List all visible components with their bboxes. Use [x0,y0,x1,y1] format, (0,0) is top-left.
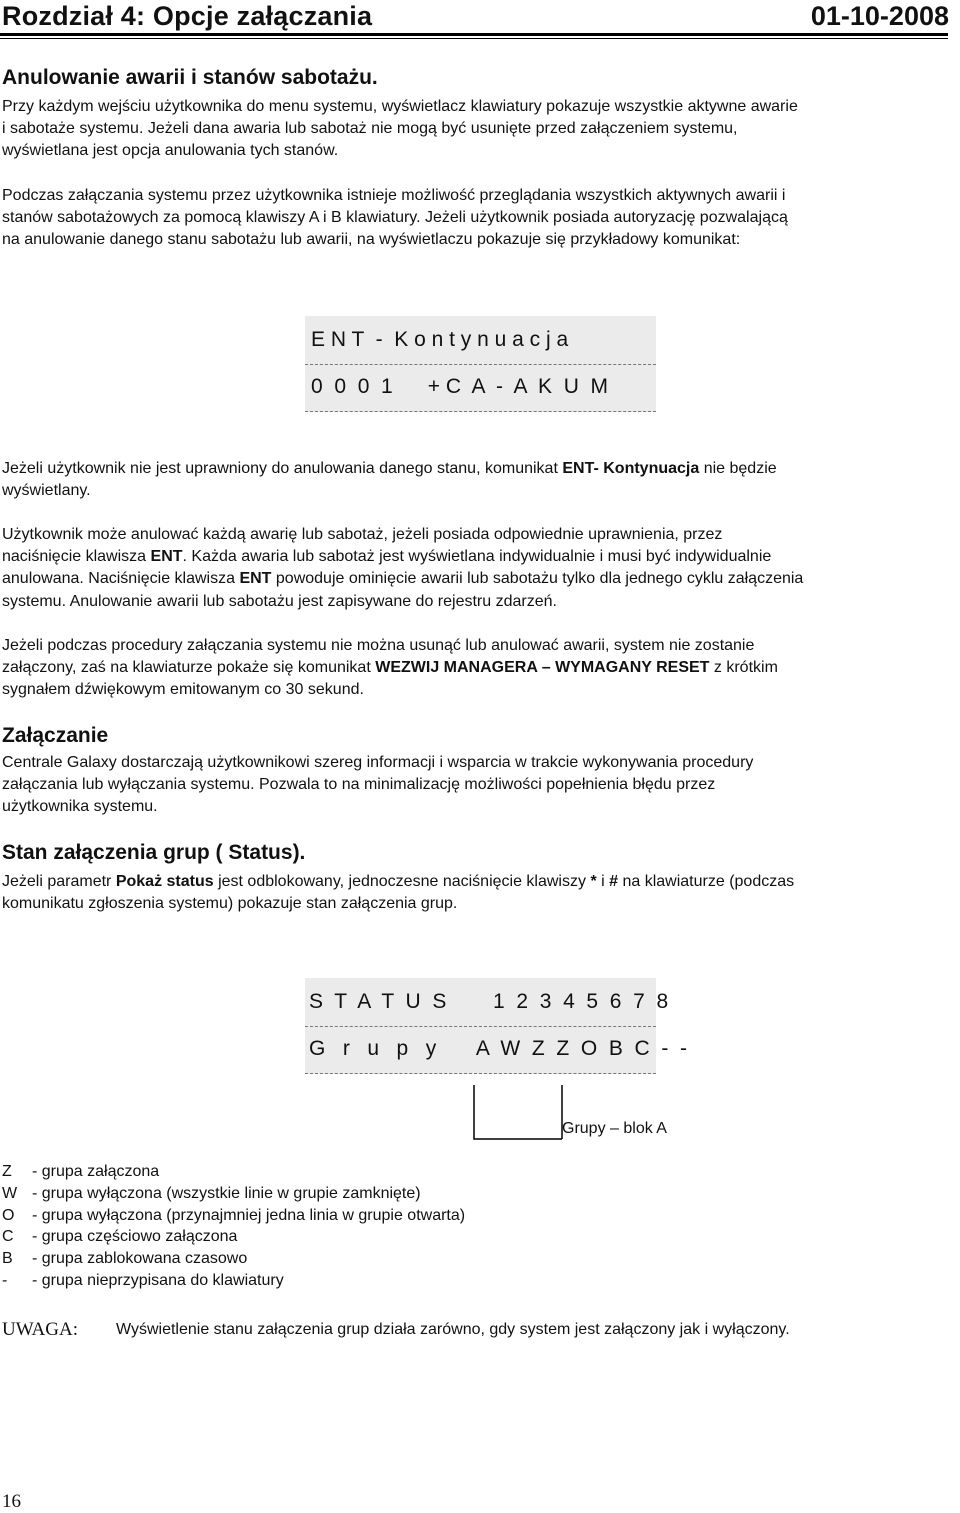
paragraph-line: Centrale Galaxy dostarczają użytkownikowi szereg informacji i wsparcia w trakcie wykonywania procedury [2,754,754,771]
star-key-label: * [590,873,597,890]
legend-description: - grupa nieprzypisana do klawiatury [32,1272,284,1289]
legend-item [2,1183,421,1205]
paragraph-browse-faults [2,185,947,252]
show-status-label: Pokaż status [115,873,214,890]
paragraph-user-can-cancel [2,524,947,613]
legend-item [2,1205,465,1227]
paragraph-line: komunikatu zgłoszenia systemu) pokazuje stan załączenia grup. [2,895,458,913]
text-span: z krótkim [709,659,778,677]
paragraph-line: użytkownika systemu. [2,798,158,816]
text-span: . Każda awaria lub sabotaż jest wyświetlana indywidualnie i musi być indywidualnie [182,548,772,566]
section-heading-arming: Załączanie [2,724,109,747]
display-row-2: 0 0 0 1 + C A - A K U M [311,375,609,398]
section-heading-cancel-faults: Anulowanie awarii i stanów sabotażu. [2,66,378,89]
group-block-label: Grupy – blok A [562,1120,667,1137]
paragraph-group-status [2,871,947,915]
hash-key-label: # [609,873,619,890]
legend-item [2,1248,247,1270]
text-span: i [596,873,610,890]
keypad-display-status [305,978,688,1074]
display-row-2: G r u p y A W Z Z O B C - - [309,1037,688,1060]
legend-item [2,1270,284,1292]
legend-key: Z [2,1163,12,1180]
legend-description: - grupa załączona [32,1163,160,1180]
legend-key: - [2,1272,8,1289]
paragraph-line: wyświetlana jest opcja anulowania tych stanów. [2,142,339,160]
text-span: naciśnięcie klawisza [2,548,151,566]
display-row-divider [305,411,656,412]
legend-description: - grupa zablokowana czasowo [32,1250,248,1268]
paragraph-line: na anulowanie danego stanu sabotażu lub awarii, na wyświetlaczu pokazuje się przykładowy komunikat: [2,231,741,249]
paragraph-line: wyświetlany. [2,482,91,500]
ent-key-label: ENT [239,570,272,588]
legend-item [2,1161,159,1183]
paragraph-reset-required [2,635,947,702]
text-span: Jeżeli użytkownik nie jest uprawniony do anulowania danego stanu, komunikat [2,460,563,477]
legend-key: O [2,1206,15,1224]
paragraph-intro [2,96,947,163]
display-row-divider [305,1026,656,1027]
text-span: jest odblokowany, jednoczesne naciśnięcie klawiszy [213,873,591,890]
paragraph-line: systemu. Anulowanie awarii lub sabotażu jest zapisywane do rejestru zdarzeń. [2,592,557,610]
paragraph-line: Użytkownik może anulować każdą awarię lub sabotaż, jeżeli posiada odpowiednie uprawnienia, przez [2,526,723,543]
note-text: Wyświetlenie stanu załączenia grup działa zarówno, gdy system jest załączony jak i wyłączony. [116,1321,790,1338]
paragraph-line [2,871,947,893]
group-block-bracket [460,1085,570,1143]
legend-description: - grupa częściowo załączona [32,1228,238,1246]
text-span: Jeżeli parametr [2,873,116,890]
text-span: na klawiaturze (podczas [618,873,795,890]
chapter-title: Rozdział 4: Opcje załączania [2,1,373,31]
paragraph-arming [2,752,947,819]
document-date: 01-10-2008 [810,1,949,31]
legend-description: - grupa wyłączona (wszystkie linie w grupie zamknięte) [32,1184,421,1202]
header-divider [0,33,948,39]
legend-item [2,1226,237,1248]
paragraph-line: sygnałem dźwiękowym emitowanym co 30 sekund. [2,681,364,699]
display-row-1: E N T - K o n t y n u a c j a [311,328,569,351]
paragraph-line: Podczas załączania systemu przez użytkownika istnieje możliwość przeglądania wszystkich aktywnych awarii i [2,187,786,204]
ent-key-label: ENT [150,548,183,566]
reset-message-label: WEZWIJ MANAGERA – WYMAGANY RESET [375,659,710,677]
paragraph-line: Przy każdym wejściu użytkownika do menu systemu, wyświetlacz klawiatury pokazuje wszystkie aktywne awarie [2,98,798,115]
page-number: 16 [2,1491,21,1512]
legend-key: W [2,1184,18,1202]
text-span: anulowana. Naciśnięcie klawisza [2,570,240,588]
keypad-display-ent-message [305,316,656,412]
legend-key: B [2,1250,13,1268]
note-label: UWAGA: [2,1319,78,1340]
text-span: powoduje ominięcie awarii lub sabotażu tylko dla jednego cyklu załączenia [271,570,804,588]
text-span: załączony, zaś na klawiaturze pokaże się komunikat [2,659,376,677]
ent-continue-label: ENT- Kontynuacja [562,460,700,477]
text-span: nie będzie [699,460,777,477]
legend-key: C [2,1228,14,1246]
paragraph-line: załączania lub wyłączania systemu. Pozwala to na minimalizację możliwości popełnienia błędu przez [2,776,716,794]
paragraph-line [2,458,947,480]
section-heading-group-status: Stan załączenia grup ( Status). [2,841,306,864]
paragraph-line [2,546,947,568]
status-legend [2,1161,702,1301]
paragraph-line: Jeżeli podczas procedury załączania systemu nie można usunąć lub anulować awarii, system nie zostanie [2,637,755,654]
display-row-divider [305,364,656,365]
display-row-divider [305,1073,656,1074]
paragraph-line [2,657,947,679]
paragraph-not-authorized [2,458,947,502]
paragraph-line: stanów sabotażowych za pomocą klawiszy A i B klawiatury. Jeżeli użytkownik posiada autoryzację pozwalającą [2,209,788,227]
display-row-1: S T A T U S 1 2 3 4 5 6 7 8 [309,990,669,1013]
paragraph-line: i sabotaże systemu. Jeżeli dana awaria lub sabotaż nie mogą być usunięte przed załączeniem systemu, [2,120,738,138]
paragraph-line [2,568,947,590]
legend-description: - grupa wyłączona (przynajmniej jedna linia w grupie otwarta) [32,1206,466,1224]
